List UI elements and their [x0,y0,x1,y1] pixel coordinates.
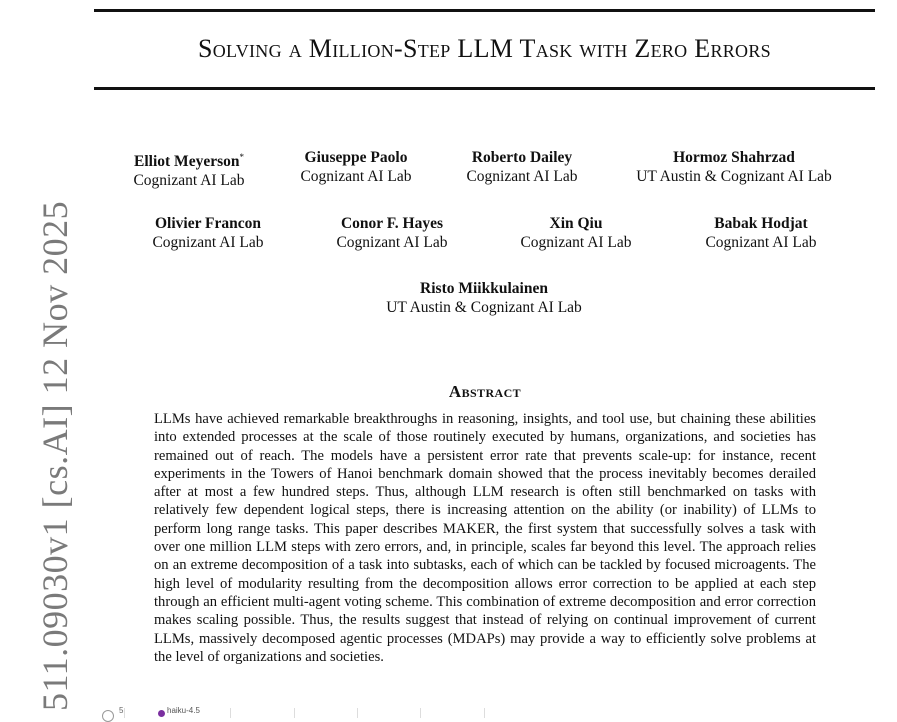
author-affiliation: Cognizant AI Lab [466,168,578,185]
author-name: Elliot Meyerson* [134,152,244,171]
grid-line [420,708,421,718]
author-name: Olivier Francon [154,215,262,232]
title-rule-top [94,9,875,12]
author-name: Xin Qiu [549,215,603,232]
author-affiliation: Cognizant AI Lab [300,168,412,185]
author-affiliation: Cognizant AI Lab [705,234,817,251]
author-block [515,214,637,252]
author-name: Hormoz Shahrzad [673,149,795,166]
author-block [129,148,249,190]
arxiv-stamp: 511.09030v1 [cs.AI] 12 Nov 2025 [35,200,75,711]
author-affiliation: Cognizant AI Lab [520,234,632,251]
axis-fragment-label: 5 [119,706,124,715]
author-name: Babak Hodjat [714,215,808,232]
author-block [147,214,269,252]
legend-label: haiku-4.5 [167,706,200,715]
abstract-body: LLMs have achieved remarkable breakthroughs in reasoning, insights, and tool use, but chaining these abilities into extended processes at the scale of those routinely executed by humans, organizations, and societies has remained out of reach. The models have a persistent error rate that prevents scale-up: for instance, recent experiments in the Towers of Hanoi benchmark domain showed that the process inevitably becomes derailed after at most a few hundred steps. Thus, although LLM research is often still benchmarked on tasks with relatively few dependent logical steps, there is increasing attention on the ability (or inability) of LLMs to perform long range tasks. This paper describes MAKER, the first system that successfully solves a task with over one million LLM steps with zero errors, and, in principle, scales far beyond this level. The approach relies on an extreme decomposition of a task into subtasks, each of which can be tackled by focused microagents. The high level of modularity resulting from the decomposition allows error correction to be applied at each step through an efficient multi-agent voting scheme. This combination of extreme decomposition and error correction makes scaling possible. Thus, the results suggest that instead of relying on continual improvement of current LLMs, massively decomposed agentic processes (MDAPs) may provide a way to efficiently solve problems at the level of organizations and societies. [154,411,816,665]
axis-tick [124,708,125,718]
author-name: Conor F. Hayes [340,215,444,232]
author-affiliation: UT Austin & Cognizant AI Lab [636,168,832,185]
author-block [295,148,417,186]
figure-fragment [94,706,894,716]
author-affiliation: UT Austin & Cognizant AI Lab [386,299,582,316]
author-name: Risto Miikkulainen [420,280,548,297]
grid-line [294,708,295,718]
author-block [461,148,583,186]
grid-line [357,708,358,718]
author-affiliation: Cognizant AI Lab [152,234,264,251]
author-block [700,214,822,252]
paper-title: Solving a Million-Step LLM Task with Zero Errors [198,34,771,63]
title-rule-bottom [94,87,875,90]
grid-line [230,708,231,718]
author-affiliation: Cognizant AI Lab [133,172,245,190]
author-block [627,148,841,186]
author-name: Roberto Dailey [471,149,573,166]
author-block [377,279,591,317]
grid-line [484,708,485,718]
abstract-heading: Abstract [448,382,522,401]
author-name: Giuseppe Paolo [304,149,408,166]
author-block [331,214,453,252]
author-affiliation: Cognizant AI Lab [336,234,448,251]
circle-icon [102,710,114,722]
